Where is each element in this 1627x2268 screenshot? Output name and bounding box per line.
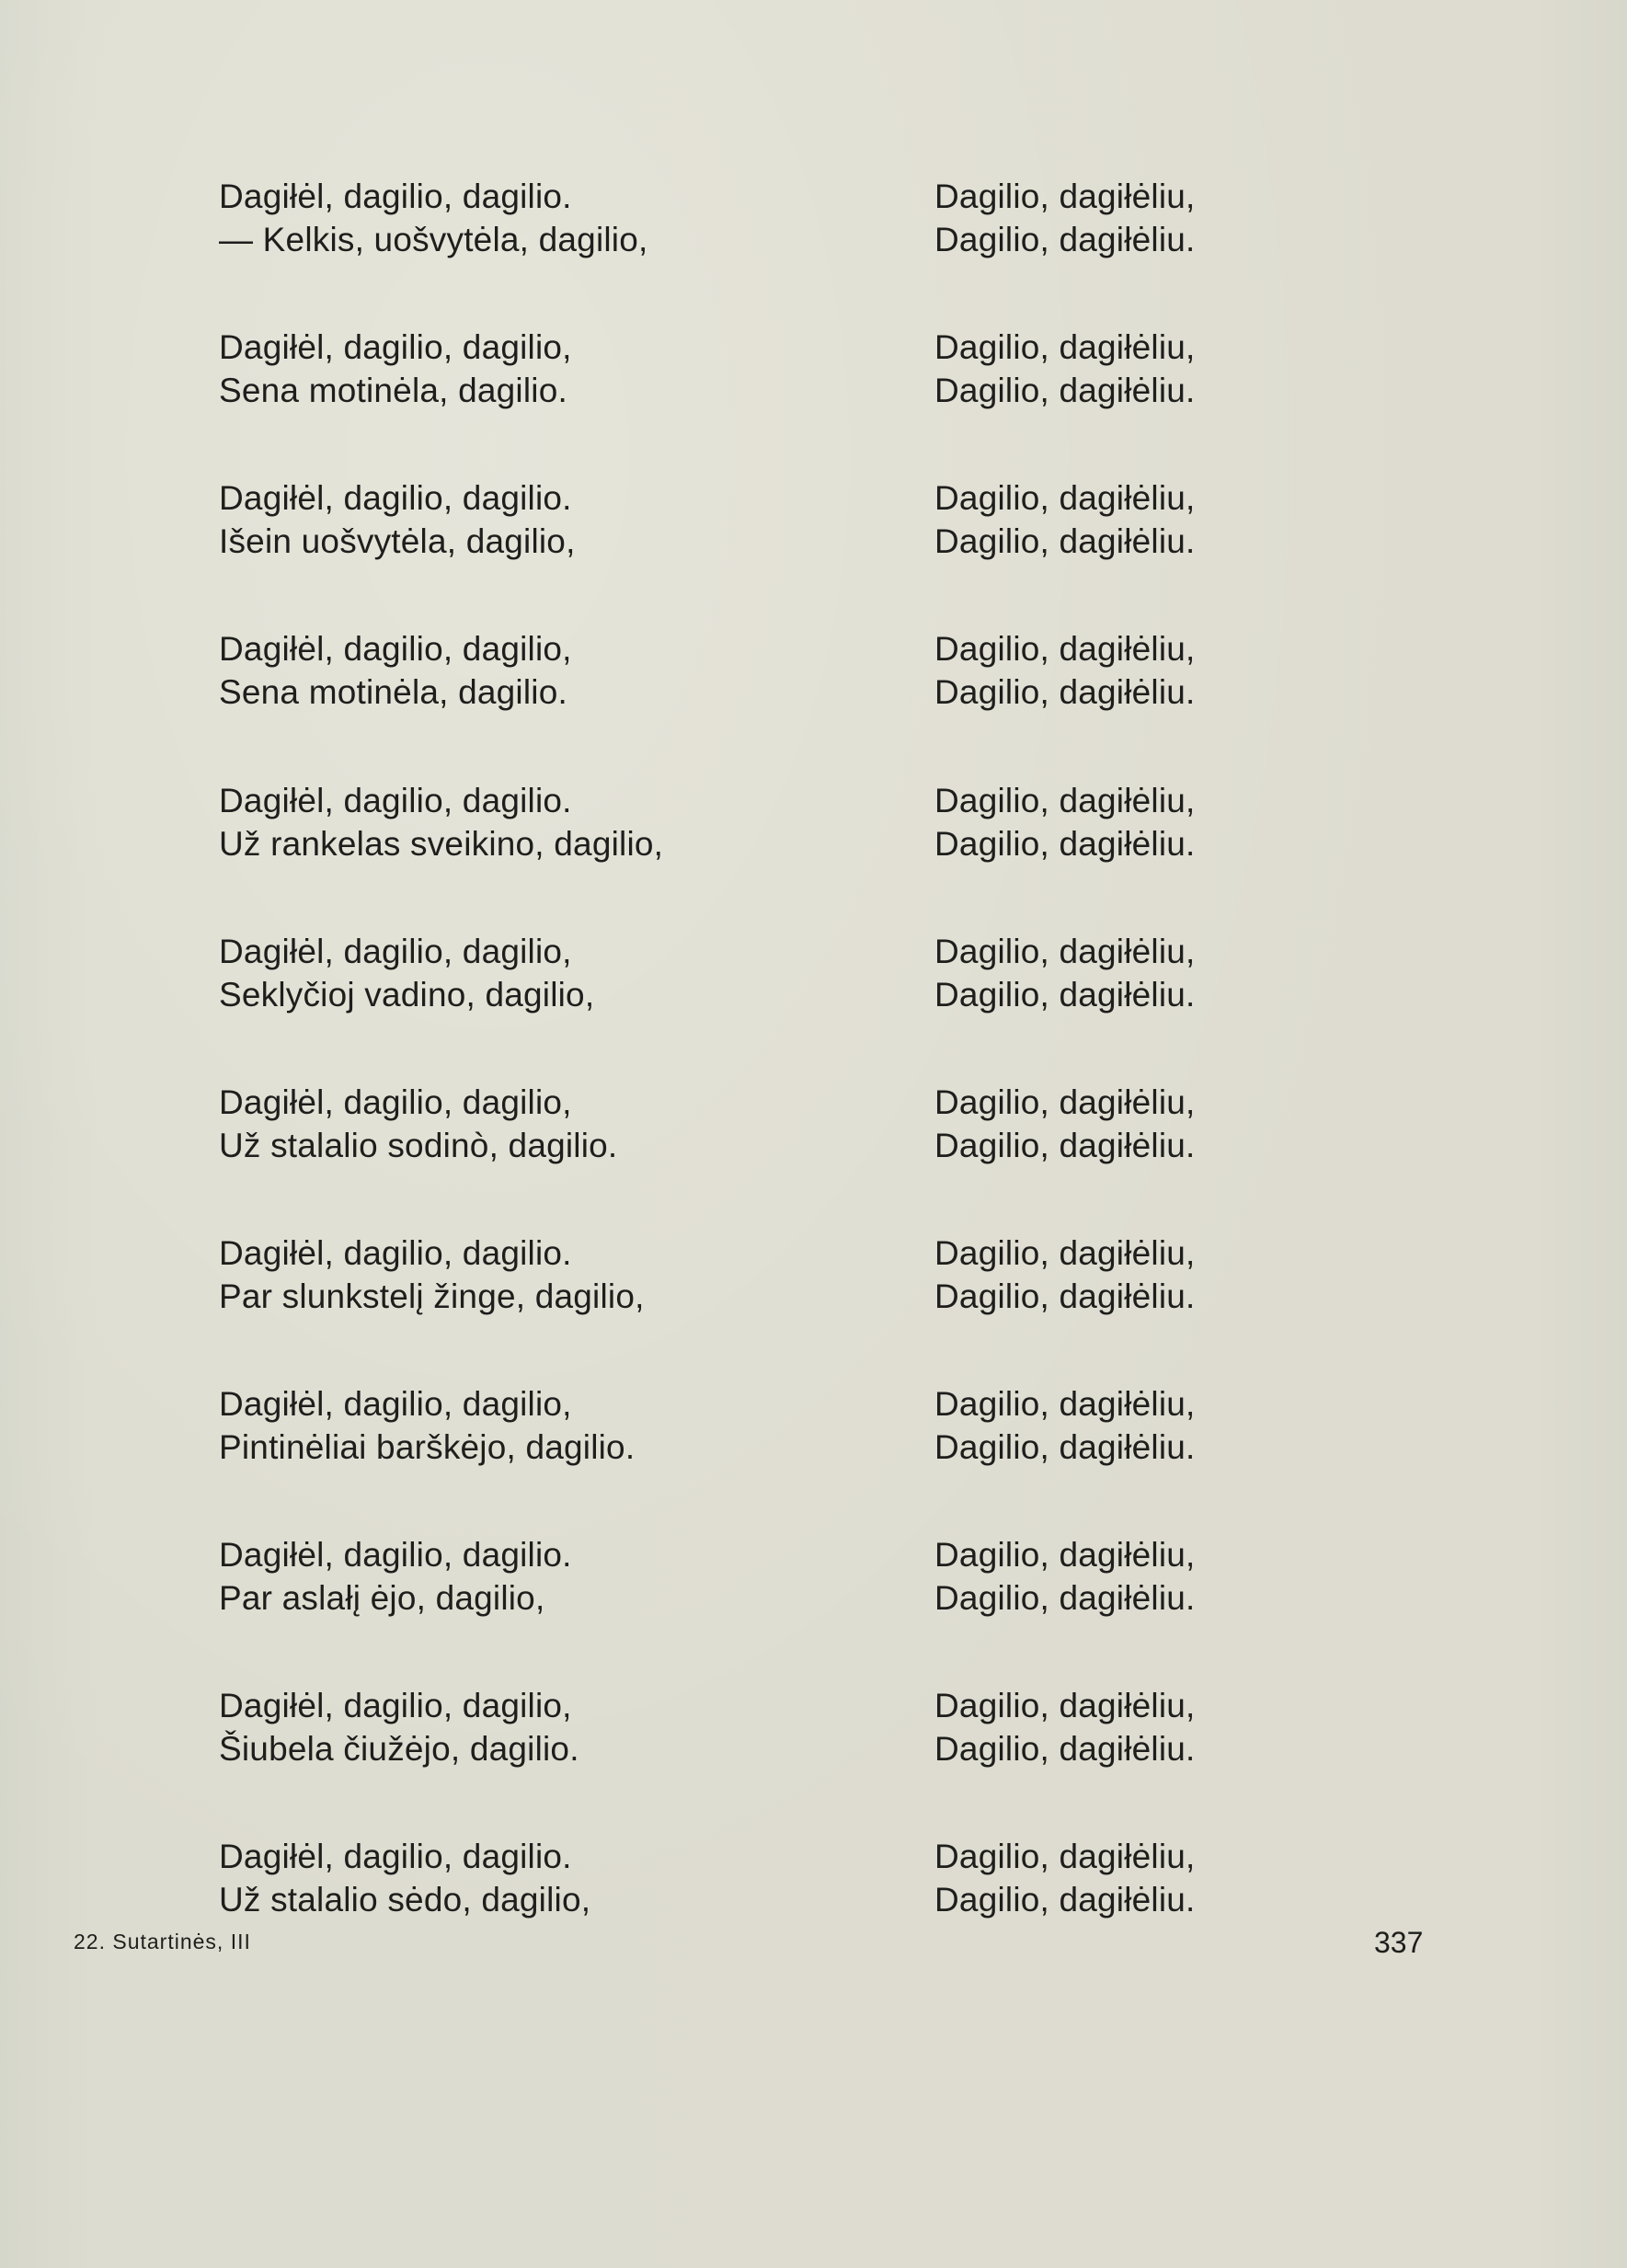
stanza [0,779,1627,880]
refrain-line: Dagilio, dagiłėliu, [934,1838,1196,1875]
signature-mark: 22. Sutartinės, III [74,1930,251,1953]
refrain-line: Dagilio, dagiłėliu. [934,1579,1196,1617]
refrain-line: Dagilio, dagiłėliu, [934,1385,1196,1423]
verse-line: — Kelkis, uošvytėla, dagilio, [219,221,648,258]
verse-line: Dagiłėl, dagilio, dagilio, [219,1083,572,1121]
refrain-line: Dagilio, dagiłėliu, [934,1234,1196,1272]
refrain-line: Dagilio, dagiłėliu. [934,221,1196,258]
verse-line: Dagiłėl, dagilio, dagilio, [219,1687,572,1724]
refrain-line: Dagilio, dagiłėliu. [934,1277,1196,1315]
verse-line: Dagiłėl, dagilio, dagilio. [219,782,572,819]
verse-line: Dagiłėl, dagilio, dagilio. [219,178,572,215]
refrain-line: Dagilio, dagiłėliu. [934,1881,1196,1919]
verse-line: Dagiłėl, dagilio, dagilio. [219,1234,572,1272]
page-number: 337 [1374,1926,1424,1959]
stanza [0,1231,1627,1333]
refrain-line: Dagilio, dagiłėliu, [934,933,1196,970]
verse-line: Seklyčioj vadino, dagilio, [219,976,595,1014]
stanza [0,326,1627,427]
stanza [0,476,1627,578]
refrain-line: Dagilio, dagiłėliu, [934,178,1196,215]
refrain-line: Dagilio, dagiłėliu. [934,976,1196,1014]
verse-line: Už stalalio sėdo, dagilio, [219,1881,591,1919]
verse-line: Sena motinėla, dagilio. [219,372,567,409]
verse-line: Dagiłėl, dagilio, dagilio, [219,630,572,668]
refrain-line: Dagilio, dagiłėliu, [934,630,1196,668]
verse-line: Už rankelas sveikino, dagilio, [219,825,664,863]
refrain-line: Dagilio, dagiłėliu, [934,1687,1196,1724]
stanza [0,1382,1627,1483]
verse-line: Dagiłėl, dagilio, dagilio, [219,328,572,366]
verse-line: Sena motinėla, dagilio. [219,673,567,711]
stanza [0,1081,1627,1182]
refrain-line: Dagilio, dagiłėliu. [934,522,1196,560]
refrain-line: Dagilio, dagiłėliu, [934,328,1196,366]
refrain-line: Dagilio, dagiłėliu. [934,1428,1196,1466]
verse-line: Dagiłėl, dagilio, dagilio. [219,479,572,517]
stanza [0,627,1627,728]
verse-line: Už stalalio sodinò, dagilio. [219,1127,618,1164]
refrain-line: Dagilio, dagiłėliu. [934,1127,1196,1164]
refrain-line: Dagilio, dagiłėliu, [934,782,1196,819]
verse-line: Par slunkstelį žinge, dagilio, [219,1277,645,1315]
verse-line: Par aslałį ėjo, dagilio, [219,1579,545,1617]
verse-line: Šiubela čiužėjo, dagilio. [219,1730,579,1768]
verse-line: Išein uošvytėla, dagilio, [219,522,576,560]
verse-line: Dagiłėl, dagilio, dagilio, [219,1385,572,1423]
stanza [0,1533,1627,1634]
refrain-line: Dagilio, dagiłėliu. [934,673,1196,711]
stanza [0,1684,1627,1785]
refrain-line: Dagilio, dagiłėliu, [934,479,1196,517]
refrain-line: Dagilio, dagiłėliu. [934,825,1196,863]
refrain-line: Dagilio, dagiłėliu. [934,372,1196,409]
verse-line: Pintinėliai barškėjo, dagilio. [219,1428,636,1466]
verse-line: Dagiłėl, dagilio, dagilio. [219,1838,572,1875]
verse-line: Dagiłėl, dagilio, dagilio, [219,933,572,970]
verse-line: Dagiłėl, dagilio, dagilio. [219,1536,572,1574]
refrain-line: Dagilio, dagiłėliu. [934,1730,1196,1768]
stanza [0,930,1627,1031]
stanza [0,1835,1627,1936]
stanza [0,175,1627,276]
refrain-line: Dagilio, dagiłėliu, [934,1083,1196,1121]
refrain-line: Dagilio, dagiłėliu, [934,1536,1196,1574]
